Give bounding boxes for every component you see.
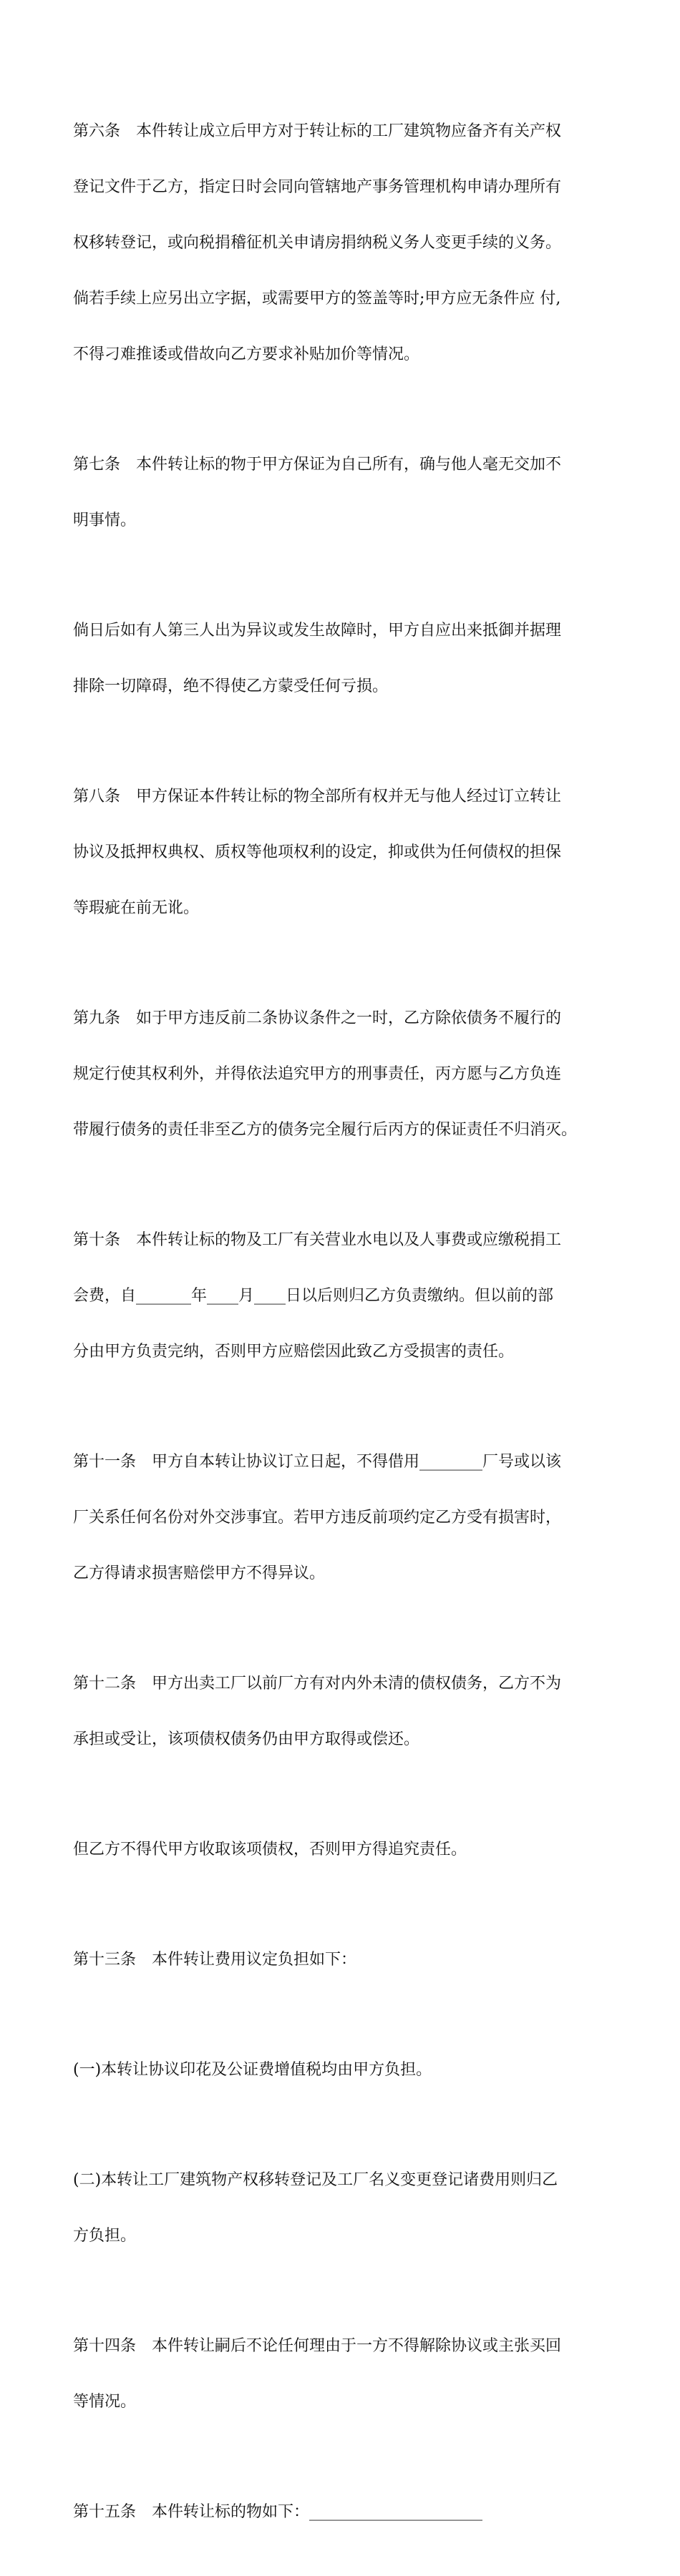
text-line: (二)本转让工厂建筑物产权移转登记及工厂名义变更登记诸费用则归乙 — [73, 2171, 558, 2189]
text-line: 不得刁难推诿或借故向乙方要求补贴加价等情况。 — [73, 346, 420, 363]
text-line: 等瑕疵在前无讹。 — [73, 899, 200, 917]
text-line: 登记文件于乙方，指定日时会同向管辖地产事务管理机构申请办理所有 — [73, 178, 562, 196]
paragraph-article-14 — [73, 2300, 617, 2449]
document-body — [73, 85, 617, 2576]
text-line: 厂关系任何名份对外交涉事宜。若甲方违反前项约定乙方受有损害时， — [73, 1509, 562, 1527]
paragraph-article-11 — [73, 1416, 617, 1620]
paragraph-article-10 — [73, 1194, 617, 1399]
paragraph-article-12-continued — [73, 1803, 617, 1896]
text-line: 但乙方不得代甲方收取该项债权，否则甲方得追究责任。 — [73, 1841, 467, 1858]
text-line: 会费，自_______年____月____日以后则归乙方负责缴纳。但以前的部 — [73, 1287, 554, 1305]
text-line: 权移转登记，或向税捐稽征机关申请房捐纳税义务人变更手续的义务。 — [73, 234, 562, 252]
text-line: 等情况。 — [73, 2393, 137, 2411]
text-line: 第七条 本件转让标的物于甲方保证为自己所有，确与他人毫无交加不 — [73, 456, 562, 474]
text-line: (一)本转让协议印花及公证费增值税均由甲方负担。 — [73, 2061, 432, 2079]
text-line: 第九条 如于甲方违反前二条协议条件之一时，乙方除依债务不履行的 — [73, 1009, 562, 1027]
text-line: 第十三条 本件转让费用议定负担如下： — [73, 1951, 357, 1969]
text-line: 规定行使其权利外，并得依法追究甲方的刑事责任，丙方愿与乙方负连 — [73, 1065, 562, 1083]
paragraph-article-8 — [73, 750, 617, 955]
text-line: 排除一切障碍，绝不得使乙方蒙受任何亏损。 — [73, 677, 389, 695]
text-line: 第十条 本件转让标的物及工厂有关营业水电以及人事费或应缴税捐工 — [73, 1231, 562, 1249]
text-line: 第十五条 本件转让标的物如下：______________________ — [73, 2503, 483, 2521]
paragraph-article-7 — [73, 418, 617, 567]
paragraph-article-15 — [73, 2466, 617, 2559]
paragraph-article-13-item-2 — [73, 2134, 617, 2283]
paragraph-article-12 — [73, 1637, 617, 1786]
text-line: 明事情。 — [73, 511, 137, 529]
text-line: 第六条 本件转让成立后甲方对于转让标的工厂建筑物应备齐有关产权 — [73, 122, 562, 140]
text-line: 第十二条 甲方出卖工厂以前厂方有对内外未清的债权债务，乙方不为 — [73, 1675, 562, 1693]
paragraph-article-13-item-1 — [73, 2024, 617, 2117]
text-line: 分由甲方负责完纳，否则甲方应赔偿因此致乙方受损害的责任。 — [73, 1343, 515, 1361]
text-line: 第八条 甲方保证本件转让标的物全部所有权并无与他人经过订立转让 — [73, 788, 562, 805]
text-line: 带履行债务的责任非至乙方的债务完全履行后丙方的保证责任不归消灭。 — [73, 1121, 578, 1139]
paragraph-article-13 — [73, 1914, 617, 2007]
text-line: 倘若手续上应另出立字据，或需要甲方的签盖等时;甲方应无条件应 付, — [73, 290, 561, 308]
paragraph-article-9 — [73, 972, 617, 1177]
text-line: 方负担。 — [73, 2227, 137, 2245]
text-line: 协议及抵押权典权、质权等他项权利的设定，抑或供为任何债权的担保 — [73, 843, 562, 861]
paragraph-article-7-continued — [73, 584, 617, 733]
text-line: 第十一条 甲方自本转让协议订立日起，不得借用________厂号或以该 — [73, 1453, 562, 1471]
text-line: 承担或受让，该项债权债务仍由甲方取得或偿还。 — [73, 1730, 420, 1748]
text-line: 乙方得请求损害赔偿甲方不得异议。 — [73, 1564, 326, 1582]
text-line: 倘日后如有人第三人出为异议或发生故障时，甲方自应出来抵御并据理 — [73, 622, 562, 640]
text-line: 第十四条 本件转让嗣后不论任何理由于一方不得解除协议或主张买回 — [73, 2337, 562, 2355]
paragraph-article-6 — [73, 85, 617, 401]
